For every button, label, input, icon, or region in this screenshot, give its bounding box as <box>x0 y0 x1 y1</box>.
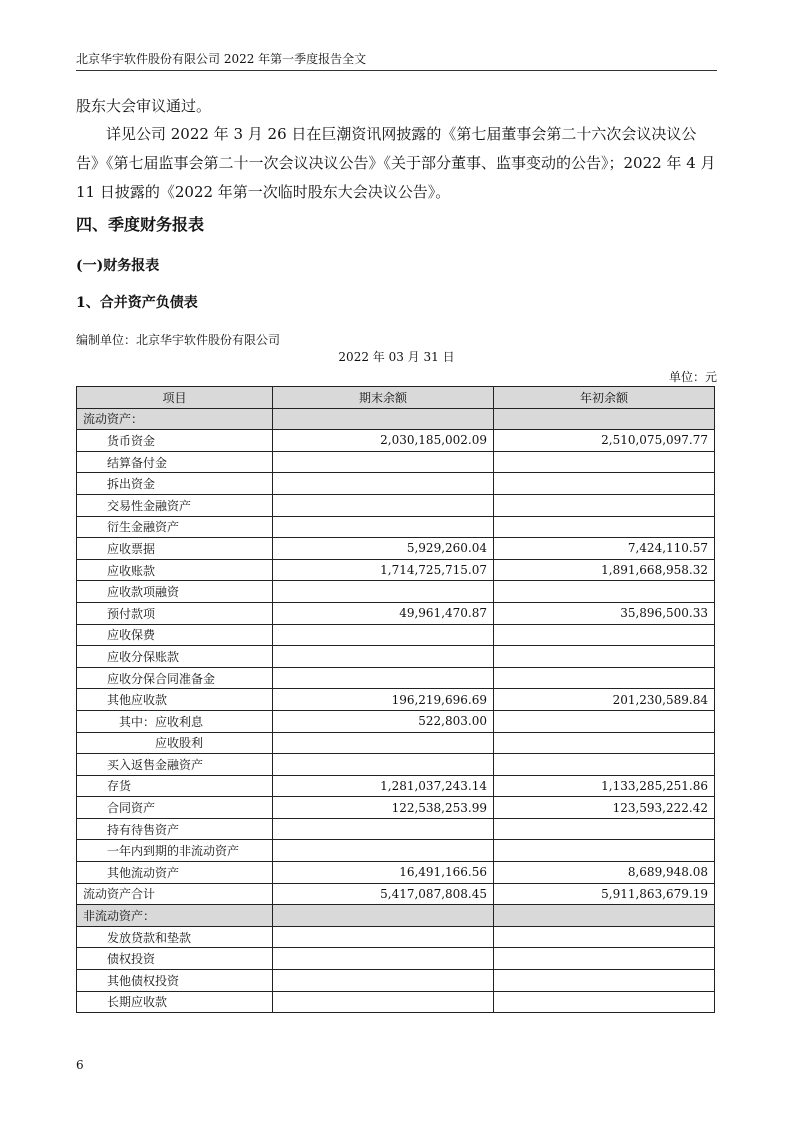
row-label: 存货 <box>77 775 273 797</box>
end-balance-cell <box>273 473 494 495</box>
row-label: 其他应收款 <box>77 689 273 711</box>
begin-balance-cell <box>494 646 715 668</box>
page-number: 6 <box>76 1058 84 1072</box>
end-balance-cell: 5,929,260.04 <box>273 538 494 560</box>
begin-balance-cell <box>494 970 715 992</box>
row-label: 应收票据 <box>77 538 273 560</box>
begin-balance-cell <box>494 754 715 776</box>
table-row <box>77 926 715 948</box>
end-balance-cell <box>273 840 494 862</box>
currency-unit: 单位：元 <box>668 370 717 384</box>
table-row <box>77 797 715 819</box>
table-row <box>77 948 715 970</box>
table-row <box>77 840 715 862</box>
begin-balance-cell <box>494 948 715 970</box>
row-label: 衍生金融资产 <box>77 516 273 538</box>
table-row <box>77 494 715 516</box>
begin-balance-cell <box>494 732 715 754</box>
table-row <box>77 581 715 603</box>
table-row <box>77 991 715 1013</box>
end-balance-cell <box>273 818 494 840</box>
balance-sheet-table <box>76 386 715 1013</box>
end-balance-cell: 196,219,696.69 <box>273 689 494 711</box>
row-label: 发放贷款和垫款 <box>77 926 273 948</box>
begin-balance-cell <box>494 710 715 732</box>
compiler-label: 编制单位：北京华宇软件股份有限公司 <box>76 333 281 347</box>
row-label: 拆出资金 <box>77 473 273 495</box>
begin-balance-cell <box>494 516 715 538</box>
table-row <box>77 754 715 776</box>
table-row <box>77 538 715 560</box>
row-label: 流动资产合计 <box>77 883 273 905</box>
row-label: 长期应收款 <box>77 991 273 1013</box>
subsection-heading: (一)财务报表 <box>76 258 160 274</box>
row-label: 合同资产 <box>77 797 273 819</box>
column-header-item: 项目 <box>77 387 273 409</box>
table-row <box>77 667 715 689</box>
begin-balance-cell <box>494 991 715 1013</box>
end-balance-cell <box>273 624 494 646</box>
begin-balance-cell <box>494 840 715 862</box>
end-balance-cell <box>273 516 494 538</box>
paragraph-announcements: 详见公司 2022 年 3 月 26 日在巨潮资讯网披露的《第七届董事会第二十六次会议决议公告》《第七届监事会第二十一次会议决议公告》《关于部分董事、监事变动的公告》；2022 年 4 月 11 日披露的《2022 年第一次临时股东大会决议公告》。 <box>76 125 716 201</box>
begin-balance-cell: 123,593,222.42 <box>494 797 715 819</box>
begin-balance-cell <box>494 408 715 430</box>
row-label: 应收款项融资 <box>77 581 273 603</box>
row-label: 预付款项 <box>77 602 273 624</box>
table-row <box>77 602 715 624</box>
table-row <box>77 732 715 754</box>
table-row <box>77 710 715 732</box>
end-balance-cell <box>273 926 494 948</box>
column-header-end-balance: 期末余额 <box>273 387 494 409</box>
statement-heading: 1、合并资产负债表 <box>76 295 198 311</box>
begin-balance-cell: 35,896,500.33 <box>494 602 715 624</box>
end-balance-cell <box>273 451 494 473</box>
end-balance-cell <box>273 970 494 992</box>
end-balance-cell <box>273 494 494 516</box>
row-label: 流动资产： <box>77 408 273 430</box>
row-label: 应收保费 <box>77 624 273 646</box>
row-label: 买入返售金融资产 <box>77 754 273 776</box>
table-row-section <box>77 905 715 927</box>
table-row-total <box>77 883 715 905</box>
row-label: 一年内到期的非流动资产 <box>77 840 273 862</box>
begin-balance-cell: 1,891,668,958.32 <box>494 559 715 581</box>
row-label: 持有待售资产 <box>77 818 273 840</box>
table-row <box>77 516 715 538</box>
row-label: 应收分保合同准备金 <box>77 667 273 689</box>
begin-balance-cell: 5,911,863,679.19 <box>494 883 715 905</box>
end-balance-cell <box>273 905 494 927</box>
end-balance-cell <box>273 667 494 689</box>
begin-balance-cell <box>494 581 715 603</box>
section-heading: 四、季度财务报表 <box>76 215 205 234</box>
statement-date: 2022 年 03 月 31 日 <box>338 350 455 364</box>
row-label: 应收分保账款 <box>77 646 273 668</box>
end-balance-cell <box>273 732 494 754</box>
end-balance-cell <box>273 948 494 970</box>
end-balance-cell: 2,030,185,002.09 <box>273 430 494 452</box>
header-divider <box>76 70 717 71</box>
report-header: 北京华宇软件股份有限公司 2022 年第一季度报告全文 <box>76 52 367 66</box>
row-label: 结算备付金 <box>77 451 273 473</box>
table-row <box>77 775 715 797</box>
table-row-section <box>77 408 715 430</box>
table-row <box>77 559 715 581</box>
begin-balance-cell <box>494 905 715 927</box>
end-balance-cell <box>273 991 494 1013</box>
paragraph-approval: 股东大会审议通过。 <box>76 97 212 115</box>
begin-balance-cell: 8,689,948.08 <box>494 862 715 884</box>
end-balance-cell: 49,961,470.87 <box>273 602 494 624</box>
column-header-begin-balance: 年初余额 <box>494 387 715 409</box>
row-label: 其他流动资产 <box>77 862 273 884</box>
begin-balance-cell <box>494 818 715 840</box>
table-row <box>77 862 715 884</box>
table-row <box>77 473 715 495</box>
begin-balance-cell <box>494 667 715 689</box>
row-label: 其中：应收利息 <box>77 710 273 732</box>
begin-balance-cell: 2,510,075,097.77 <box>494 430 715 452</box>
table-row <box>77 430 715 452</box>
table-row <box>77 646 715 668</box>
begin-balance-cell <box>494 494 715 516</box>
table-row <box>77 624 715 646</box>
begin-balance-cell <box>494 473 715 495</box>
begin-balance-cell <box>494 926 715 948</box>
row-label: 债权投资 <box>77 948 273 970</box>
row-label: 非流动资产： <box>77 905 273 927</box>
end-balance-cell <box>273 408 494 430</box>
row-label: 交易性金融资产 <box>77 494 273 516</box>
end-balance-cell: 16,491,166.56 <box>273 862 494 884</box>
begin-balance-cell: 1,133,285,251.86 <box>494 775 715 797</box>
end-balance-cell <box>273 754 494 776</box>
begin-balance-cell: 7,424,110.57 <box>494 538 715 560</box>
end-balance-cell: 5,417,087,808.45 <box>273 883 494 905</box>
row-label: 货币资金 <box>77 430 273 452</box>
table-header-row <box>77 387 715 409</box>
end-balance-cell: 122,538,253.99 <box>273 797 494 819</box>
begin-balance-cell <box>494 451 715 473</box>
table-row <box>77 689 715 711</box>
end-balance-cell <box>273 646 494 668</box>
begin-balance-cell: 201,230,589.84 <box>494 689 715 711</box>
table-row <box>77 970 715 992</box>
table-row <box>77 818 715 840</box>
table-row <box>77 451 715 473</box>
row-label: 应收账款 <box>77 559 273 581</box>
row-label: 应收股利 <box>77 732 273 754</box>
begin-balance-cell <box>494 624 715 646</box>
end-balance-cell: 1,281,037,243.14 <box>273 775 494 797</box>
row-label: 其他债权投资 <box>77 970 273 992</box>
end-balance-cell <box>273 581 494 603</box>
end-balance-cell: 1,714,725,715.07 <box>273 559 494 581</box>
end-balance-cell: 522,803.00 <box>273 710 494 732</box>
